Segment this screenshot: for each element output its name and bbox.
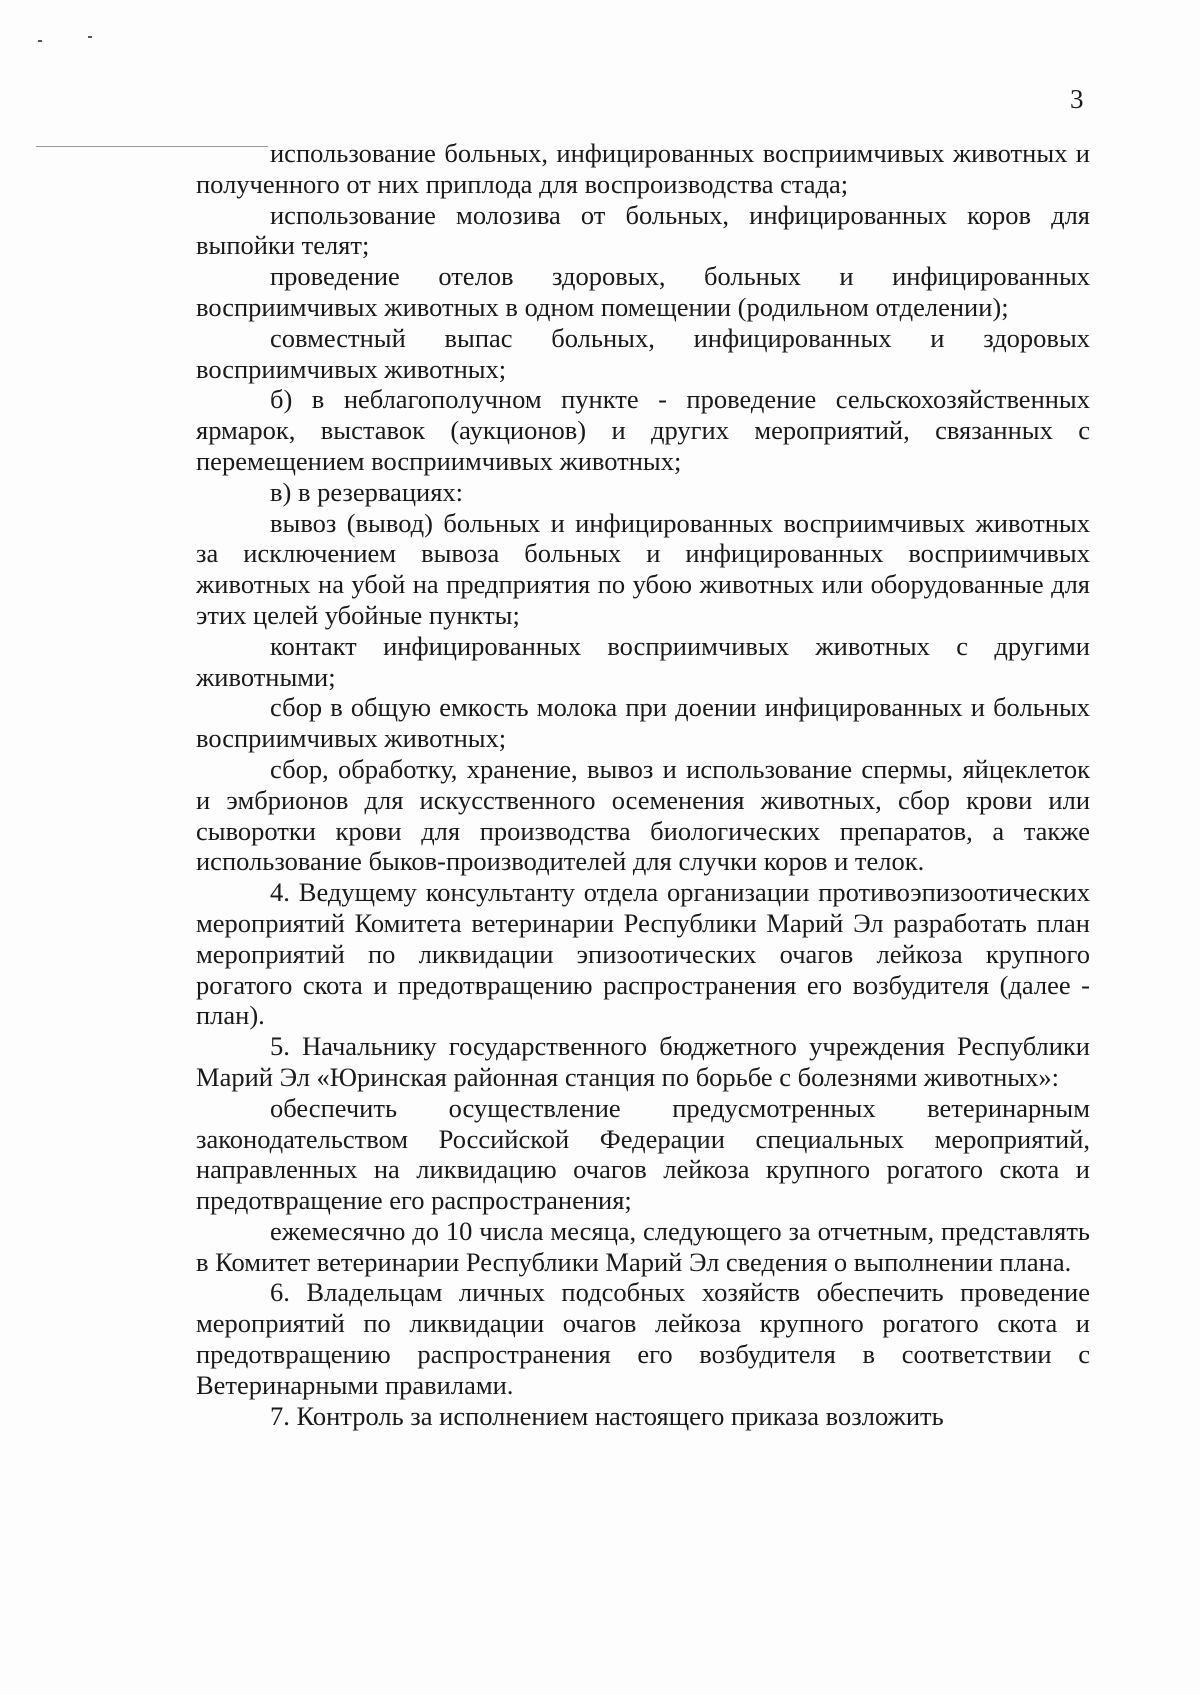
paragraph: сбор в общую емкость молока при доении инфицированных и больных восприимчивых животных; xyxy=(196,692,1090,754)
scan-artifact xyxy=(38,40,42,42)
paragraph: обеспечить осуществление предусмотренных ветеринарным законодательством Российской Федерации специальных мероприятий, направленных на ликвидацию очагов лейкоза крупного рогатого скота и предотвращение его распространения; xyxy=(196,1092,1090,1216)
paragraph: использование молозива от больных, инфицированных коров для выпойки телят; xyxy=(196,199,1090,261)
paragraph: 7. Контроль за исполнением настоящего приказа возложить xyxy=(270,1400,944,1431)
paragraph: использование больных, инфицированных восприимчивых животных и полученного от них приплода для воспроизводства стада; xyxy=(196,138,1090,199)
paragraph: 5. Начальнику государственного бюджетного учреждения Республики Марий Эл «Юринская районная станция по борьбе с болезнями животных»: xyxy=(196,1031,1090,1092)
paragraph: сбор, обработку, хранение, вывоз и использование спермы, яйцеклеток и эмбрионов для искусственного осеменения животных, сбор крови или сыворотки крови для производства биологических препаратов, а также использование быков-производителей для случки коров и телок. xyxy=(196,753,1090,877)
document-body xyxy=(196,138,1090,1431)
paragraph: совместный выпас больных, инфицированных и здоровых восприимчивых животных; xyxy=(196,322,1090,384)
scan-artifact xyxy=(88,36,92,38)
paragraph: проведение отелов здоровых, больных и инфицированных восприимчивых животных в одном помещении (родильном отделении); xyxy=(196,261,1090,322)
paragraph: в) в резервациях: xyxy=(270,476,464,507)
paragraph: 6. Владельцам личных подсобных хозяйств обеспечить проведение мероприятий по ликвидации очагов лейкоза крупного рогатого скота и предотвращению распространения его возбудителя в соответствии с Ветеринарными правилами. xyxy=(196,1277,1090,1400)
page-number: 3 xyxy=(1070,84,1084,114)
paragraph: ежемесячно до 10 числа месяца, следующего за отчетным, представлять в Комитет ветеринарии Республики Марий Эл сведения о выполнении плана. xyxy=(196,1215,1090,1277)
paragraph: б) в неблагополучном пункте - проведение сельскохозяйственных ярмарок, выставок (аукционов) и других мероприятий, связанных с перемещением восприимчивых животных; xyxy=(196,384,1090,476)
paragraph: вывоз (вывод) больных и инфицированных восприимчивых животных за исключением вывоза больных и инфицированных восприимчивых животных на убой на предприятия по убою животных или оборудованные для этих целей убойные пункты; xyxy=(196,507,1090,630)
paragraph: 4. Ведущему консультанту отдела организации противоэпизоотических мероприятий Комитета ветеринарии Республики Марий Эл разработать план мероприятий по ликвидации эпизоотических очагов лейкоза крупного рогатого скота и предотвращению распространения его возбудителя (далее - план). xyxy=(196,877,1090,1031)
paragraph: контакт инфицированных восприимчивых животных с другими животными; xyxy=(196,630,1090,692)
